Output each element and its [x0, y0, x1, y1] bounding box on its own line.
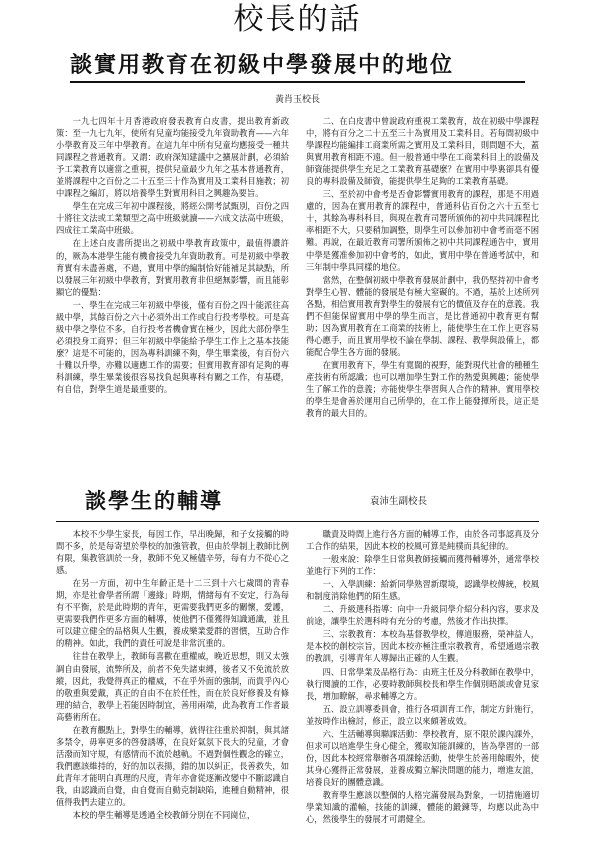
paragraph: 三、至於初中會考是否會影響實用教育的課程，那是不用過慮的，因為在實用教育的課程中，普通科佔百份之六十五至七十，其餘為專科科目，與現在教育司署所頒佈的初中共同課程比率相距不大，只要稍加調整，則學生可以參加初中會考而毫不困難。再說，在最近教育司署所頒佈之初中共同課程通告中，實用中學是獲准參加初中會考的，如此，實用中學在普通考試中，和三年制中學具同樣的地位。: [306, 189, 539, 272]
article2-title: 談學生的輔導: [85, 489, 223, 513]
paragraph: 一、學生在完成三年初級中學後，僅有百份之四十能派往高級中學，其餘百份之六十必須外出工作或自行投考學校。可是高級中學之學位不多，自行投考者機會實在極少，因此大部份學生必須投身工商界；但三年初級中學能給予學生工作上之基本技能麼？這是不可能的，因為專科訓練不夠，學生畢業後，有百份六十難以升學，亦難以適應工作的需要；但實用教育卻有足夠的專科訓練，學生畢業後很容易找負起與專科有關之工作，有基礎，有自信，對學生道是最重要的。: [56, 299, 289, 395]
paragraph: 在上述白皮書所提出之初級中學教育政策中，最值得讚許的，厥為本港學生能有機會接受九年資助教育。可是初級中學教育實有未盡善處，不過，實用中學的編制恰好能補足其缺點，所以發展三年初級中學教育，對實用教育非但絕無影響，而且能彰顯它的優點：: [56, 238, 289, 297]
paragraph: 二、升級選科指導：向中一升級同學介紹分科內容，要求及前途，讓學生於選科時有充分的考慮，然後才作出抉擇。: [306, 604, 539, 627]
paragraph: 教育學生應該以整個的人格完滿發展為對象，一切措施適切學業知識的灌輸，技能的訓練，體能的鍛鍊等，均應以此為中心，然後學生的發展才可謂健全。: [306, 789, 539, 825]
section-divider: [56, 521, 539, 522]
paragraph: 學生在完成三年初中課程後，將經公開考試甄別，百份之四十將往文法或工業類型之高中班級就讀——六成文法高中班級，四成往工業高中班級。: [56, 201, 289, 236]
article1-right-column: [306, 115, 539, 478]
paragraph: 五、設立訓導委員會，推行各項訓育工作，制定方針施行，並按時作出檢討，修正，設立以來頗著成效。: [306, 703, 539, 726]
article1-title: 談實用教育在初級中學發展中的地位: [70, 53, 455, 78]
paragraph: 一九七四年十月香港政府發表教育白皮書，提出教育新政策：至一九七九年，使所有兒童均能接受九年資助教育——六年小學教育及三年中學教育。在這九年中所有兒童均應接受一種共同課程之普通教育。又謂：政府深知建議中之擴展計劃，必須給予工業教育以適當之重視，提供兒童最少九年之基本普通教育，並將課程中之百份之二十五至三十作為實用及工業科目施教；初中課程之編訂，將以培養學生對實用科目之興趣為要旨。: [56, 116, 289, 199]
article1-author: 黃肖玉校長: [274, 95, 320, 105]
paragraph: 本校的學生輔導是透過全校教師分別在不同崗位，: [72, 810, 256, 821]
article1-left-column: [56, 115, 289, 478]
paragraph: 四、日常學業及品格行為：由班主任及分科教師在教學中，執行閱讀的工作，必要時教師與校長和學生作個別晤談或會見家長，增加瞭解，尋求輔導之方。: [306, 666, 539, 701]
paragraph: 在教育觀點上，對學生的輔導，就得往往重於抑制，與其諸多禁令，毋寧更多的啓發誘導，在良好氣氛下長大的兒童，才會活潑而知守規，有感情而不流於越軌。不過對個性觀念的確立，我們應該維持的，好的加以表揚，錯的加以糾正，長善救失，如此青年才能明白真理的尺度，青年亦會從逐漸改變中不斷認識自我，由認識而自覺，由自覺而自動克制缺陷，進種自動精神，很值得我們去建立的。: [56, 724, 289, 808]
paragraph: 六、生活輔導與聯課活動：學校教育，原不限於課內課外，但求可以培進學生身心健全，獲取知能訓練的，皆為學習的一部份，因此本校經常舉辦各項課餘活動，使學生於善用餘暇外，使其身心獲得正常發展，並養成獨立解決問題的能力，增進友誼，培養良好的團體意識。: [306, 728, 539, 787]
paragraph: 在實用教育下，學生有寬闊的視野，能對現代社會的種種生產技術有所認識；也可以增加學生對工作的熱愛與興趣；能使學生了解工作的意義；亦能使學生學習與人合作的精神。實用學校的學生是會善於運用自己所學的，在工作上能發揮所長，這正是教育的最大目的。: [306, 359, 539, 419]
article2-right-column: [306, 528, 539, 838]
paragraph: 一、入學訓練：給新同學熟習新環境，認識學校傳統，校風和制度消除他們的陌生感。: [306, 579, 539, 602]
paragraph: 往昔在教學上，教師每喜歡在重權威，晚近思想，則又太強調自由發展，流弊所及，前者不免失諸束縛，後者又不免流於放縱，因此，我覺得真正的權威，不在乎外面的強制，而貴乎內心的敬重與愛戴，真正的自由不在於任性，而在於良好修養及有條理的結合，教學上若能因時制宜，善用兩端，此為教育工作者最高藝術所在。: [56, 651, 289, 722]
paragraph: 三、宗教教育：本校為基督教學校，傳道服務，榮神益人，是本校的創校宗旨，因此本校亦極注重宗教教育，希望通過宗教的教訓，引導青年人導歸出正確的人生觀。: [306, 629, 539, 664]
paragraph: 二、在白皮書中曾說政府重視工業教育，故在初級中學課程中，將有百分之二十五至三十為實用及工業科目。若每間初級中學課程均能編排工商業所需之實用及工業科目，則問題不大，蓋與實用教育相距不遠。但一般普通中學在工商業科目上的設備及師資能提供學生充足之工業教育基礎麼？在實用中學裏卻具有優良的專科設備及師資，能提供學生足夠的工業教育基礎。: [306, 116, 539, 187]
paragraph: 一般來說：除學生日常與教師接觸而獲得輔導外，通常學校並進行下列的工作：: [306, 554, 539, 577]
article2-author: 袁沛生副校長: [370, 496, 428, 507]
article2-left-column: [56, 528, 289, 838]
paragraph: 當然，在整個初級中學教育發展計劃中，我仍堅持初中會考對學生心智、體能的發展是有極大窒礙的。不過，基於上述所列各點，相信實用教育對學生的發展有它的價值及存在的意義。我們不但能保留實用中學的學生而言，是比普通初中教育更有幫助；因為實用教育在工商業的技術上，能使學生在工作上更容易得心應手，而且實用學校不論在學制、課程、教學與設備上，都能配合學生各方面的發展。: [306, 274, 539, 357]
paragraph: 本校不少學生家長，每因工作，早出晚歸，和子女接觸的時間不多，於是每寄望於學校的加強管教，但由於學制上教師比例有限，集教管訓於一身，教師不免又極儘辛勞，每有力不從心之感。: [56, 529, 289, 576]
page-title: 校長的話: [233, 2, 362, 37]
paragraph: 職責及時間上進行各方面的輔導工作，由於各司事認真及分工合作的結果，因此本校的校風可算是純樸而具紀律的。: [306, 529, 539, 552]
title-underline: [70, 81, 525, 83]
paragraph: 在另一方面，初中生年齡正是十二三到十六七歲間的青春期，亦是社會學者所謂「邊緣」時期，情緒每有不安定，行為每有不平衡，於是此時期的青年，更需要我們更多的關懷，愛護，更需要我們作更多方面的輔導，使他們不僅獲得知識通識，並且可以建立健全的品格與人生觀，養成樂業愛群的習慣，互助合作的精神。如此，我們的責任可說是非常沉重的。: [56, 578, 289, 649]
